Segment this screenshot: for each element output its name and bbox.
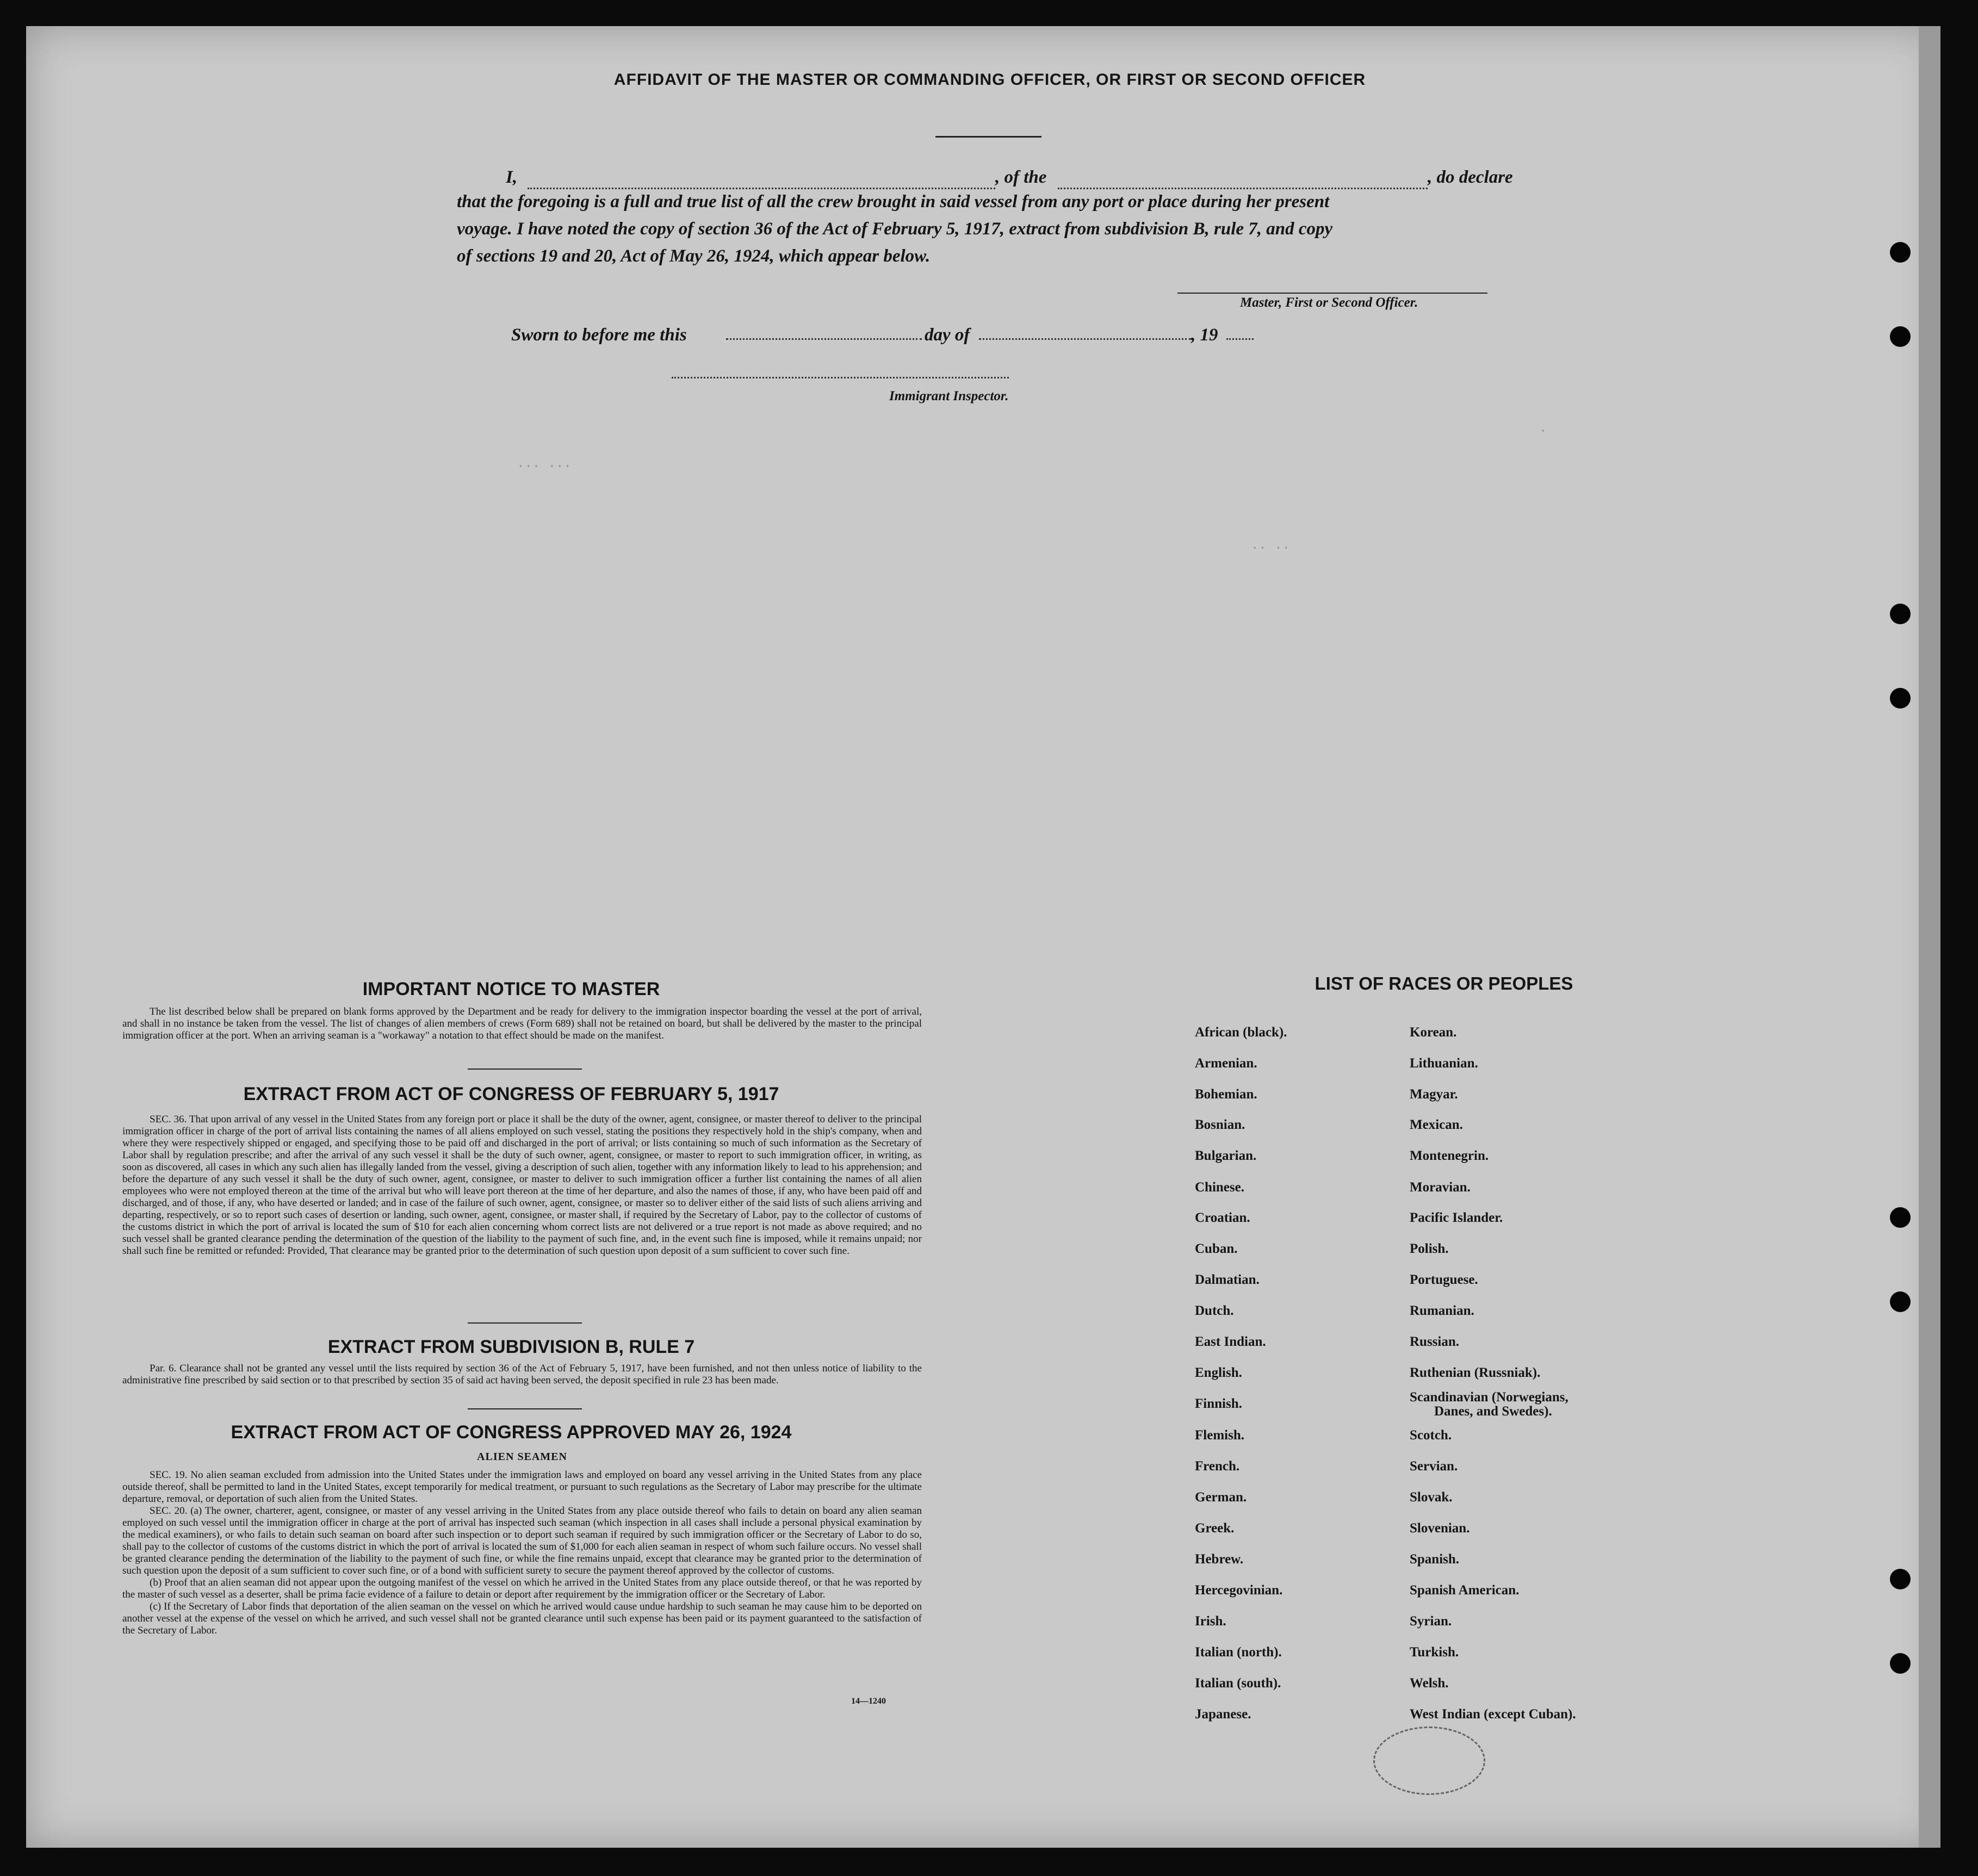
- inspector-label: Immigrant Inspector.: [889, 389, 1009, 403]
- race-item: Turkish.: [1410, 1645, 1459, 1660]
- affidavit-i: I,: [506, 167, 518, 187]
- race-item: West Indian (except Cuban).: [1410, 1707, 1576, 1722]
- race-item: Pacific Islander.: [1410, 1210, 1503, 1225]
- binder-hole-icon: [1890, 1569, 1911, 1589]
- race-item: English.: [1195, 1365, 1242, 1380]
- race-item: Bohemian.: [1195, 1087, 1257, 1102]
- race-item: Lithuanian.: [1410, 1056, 1478, 1071]
- section-19: SEC. 19. No alien seaman excluded from admission into the United States under the immigration laws and employed on board any vessel arriving in the United States from any place outside thereof, shall be permitted to land in the United States, except temporarily for medical treatment, or pursuant to such regulations as the Secretary of Labor may prescribe for the ultimate departure, removal, or deportation of such alien from the United States.: [122, 1469, 922, 1505]
- race-item: Korean.: [1410, 1025, 1457, 1040]
- race-item: Dalmatian.: [1195, 1272, 1260, 1287]
- race-item: East Indian.: [1195, 1334, 1266, 1349]
- affidavit-line-4: of sections 19 and 20, Act of May 26, 1924, which appear below.: [457, 246, 931, 266]
- race-item: Chinese.: [1195, 1180, 1244, 1195]
- race-item-continued: Danes, and Swedes).: [1434, 1404, 1552, 1419]
- race-item: Russian.: [1410, 1334, 1460, 1349]
- month-blank[interactable]: [979, 338, 1191, 340]
- race-item: Italian (north).: [1195, 1645, 1282, 1660]
- extract-1917-title: EXTRACT FROM ACT OF CONGRESS OF FEBRUARY 5, 1917: [243, 1084, 779, 1104]
- race-item: Servian.: [1410, 1459, 1458, 1474]
- divider: [468, 1069, 582, 1070]
- sworn-label: Sworn to before me this: [511, 325, 687, 345]
- section-20c: (c) If the Secretary of Labor finds that deportation of the alien seaman on the vessel on which he arrived would cause undue hardship to such seaman he may cause him to be deported on another vessel at the expense of the vessel on which he arrived, and such vessel shall not be granted clearance until such expense has been paid or its payment guaranteed to the satisfaction of the Secretary of Labor.: [122, 1601, 922, 1636]
- race-item: Dutch.: [1195, 1303, 1234, 1318]
- section-20a: SEC. 20. (a) The owner, charterer, agent, consignee, or master of any vessel arriving in the United States from any place outside thereof who fails to detain on board any alien seaman employed on such vessel until the immigration officer in charge at the port of arrival has inspected such seaman (which inspection in all cases shall include a personal physical examination by the medical examiners), or who fails to detain such seaman on board after such inspection or to deport such seaman if required by such immigration officer or the Secretary of Labor to do so, shall pay to the collector of customs of the customs district in which the port of arrival is located the sum of $1,000 for each alien seaman in respect of whom such failure occurs. No vessel shall be granted clearance pending the determination of the liability to the payment of such fine, or while the fine remains unpaid, except that clearance may be granted prior to the determination of such question upon the deposit of a sum sufficient to cover such fine, or of a bond with sufficient surety to secure the payment thereof approved by the collector of customs.: [122, 1505, 922, 1576]
- race-item: Rumanian.: [1410, 1303, 1474, 1318]
- sworn-date-blank[interactable]: [726, 338, 922, 340]
- race-item: Moravian.: [1410, 1180, 1471, 1195]
- binder-hole-icon: [1890, 1291, 1911, 1312]
- race-item: Syrian.: [1410, 1614, 1452, 1629]
- day-of-label: day of: [925, 325, 970, 345]
- binder-hole-icon: [1890, 688, 1911, 709]
- inspector-signature-line[interactable]: [672, 377, 1009, 378]
- alien-seamen-heading: ALIEN SEAMEN: [477, 1451, 567, 1463]
- race-item: Bulgarian.: [1195, 1148, 1257, 1163]
- race-item: Hercegovinian.: [1195, 1583, 1283, 1598]
- race-item: Polish.: [1410, 1241, 1449, 1256]
- bleed-through-mark: ··· ···: [517, 459, 572, 474]
- affidavit-line-2: that the foregoing is a full and true list of all the crew brought in said vessel from any port or place during her present: [457, 192, 1330, 212]
- race-item: African (black).: [1195, 1025, 1287, 1040]
- race-item: Japanese.: [1195, 1707, 1251, 1722]
- race-item: Cuban.: [1195, 1241, 1238, 1256]
- race-item: Ruthenian (Russniak).: [1410, 1365, 1541, 1380]
- bleed-through-mark: ·· ··: [1251, 541, 1291, 556]
- binder-hole-icon: [1890, 604, 1911, 624]
- race-item: Irish.: [1195, 1614, 1226, 1629]
- affidavit-declare: , do declare: [1428, 167, 1513, 187]
- affidavit-line-3: voyage. I have noted the copy of section 36 of the Act of February 5, 1917, extract from subdivision B, rule 7, and copy: [457, 219, 1333, 239]
- extract-1924-text: [122, 1469, 922, 1637]
- page-edge: [1919, 26, 1940, 1848]
- binder-hole-icon: [1890, 1207, 1911, 1228]
- race-item: Welsh.: [1410, 1676, 1449, 1691]
- extract-1917-text: SEC. 36. That upon arrival of any vessel in the United States from any foreign port or place it shall be the duty of the owner, agent, consignee, or master thereof to deliver to the principal immigration officer in charge of the port of arrival lists containing the names of all aliens employed on such vessel, stating the positions they respectively hold in the ship's company, when and where they were respectively shipped or engaged, and specifying those to be paid off and discharged in the port of arrival; or lists containing so much of such information as the Secretary of Labor shall by regulation prescribe; and after the arrival of any such vessel it shall be the duty of such owner, agent, consignee, or master to report to such immigration officer, in writing, as soon as discovered, all cases in which any such alien has illegally landed from the vessel, giving a description of such alien, together with any information likely to lead to his apprehension; and before the departure of any such vessel it shall be the duty of such owner, agent, consignee, or master to deliver to such immigration officer a further list containing the names of all alien employees who were not employed thereon at the time of the arrival but who will leave port thereon at the time of her departure, and also the names of those, if any, who have been paid off and discharged, and of those, if any, who have deserted or landed; and in case of the failure of such owner, agent, consignee, or master so to deliver either of the said lists of such aliens arriving and departing, respectively, or so to report such cases of desertion or landing, such owner, agent, consignee, or master shall, if required by the Secretary of Labor, pay to the collector of customs of the customs district in which the port of arrival is located the sum of $10 for each alien concerning whom correct lists are not delivered or a true report is not made as above required; and no such vessel shall be granted clearance pending the determination of the question of the liability to the payment of such fine, and, in the event such fine is imposed, while it remains unpaid; nor shall such fine be remitted or refunded: Provided, That clearance may be granted prior to the determination of such question upon deposit of a sum sufficient to cover such fine.: [122, 1114, 922, 1257]
- section-20b: (b) Proof that an alien seaman did not appear upon the outgoing manifest of the vessel on which he arrived in the United States from any place outside thereof, or that he was reported by the master of such vessel as a deserter, shall be prima facie evidence of a failure to detain or deport after requirement by the immigration officer or the Secretary of Labor.: [122, 1577, 922, 1600]
- master-signature-line[interactable]: [1177, 293, 1487, 294]
- race-item: Armenian.: [1195, 1056, 1257, 1071]
- notice-text: The list described below shall be prepared on blank forms approved by the Department and be ready for delivery to the immigration inspector boarding the vessel at the port of arrival, and shall in no instance be taken from the vessel. The list of changes of alien members of crews (Form 689) shall not be retained on board, but shall be delivered by the master to the principal immigration officer at the port. When an arriving seaman is a "workaway" a notation to that effect should be made on the manifest.: [122, 1006, 922, 1041]
- title-underline: [935, 136, 1041, 138]
- year-label: , 19: [1191, 325, 1218, 345]
- affidavit-of-the: , of the: [995, 167, 1047, 187]
- race-item: Hebrew.: [1195, 1552, 1244, 1567]
- race-item: Scotch.: [1410, 1428, 1452, 1443]
- binder-hole-icon: [1890, 1653, 1911, 1674]
- race-item: Croatian.: [1195, 1210, 1250, 1225]
- race-item: French.: [1195, 1459, 1240, 1474]
- race-item: Spanish.: [1410, 1552, 1460, 1567]
- races-title: LIST OF RACES OR PEOPLES: [1314, 973, 1573, 993]
- race-item: Portuguese.: [1410, 1272, 1478, 1287]
- race-item: German.: [1195, 1490, 1247, 1505]
- year-blank[interactable]: [1226, 338, 1254, 340]
- binder-hole-icon: [1890, 326, 1911, 347]
- rule-7-title: EXTRACT FROM SUBDIVISION B, RULE 7: [327, 1337, 695, 1357]
- race-item: Montenegrin.: [1410, 1148, 1489, 1163]
- race-item: Slovenian.: [1410, 1521, 1470, 1536]
- race-item: Finnish.: [1195, 1396, 1242, 1411]
- race-item: Mexican.: [1410, 1117, 1463, 1132]
- race-item: Bosnian.: [1195, 1117, 1245, 1132]
- form-number: 14—1240: [851, 1697, 886, 1706]
- notice-title: IMPORTANT NOTICE TO MASTER: [362, 979, 660, 999]
- ink-stamp-icon: [1373, 1726, 1485, 1795]
- extract-1924-title: EXTRACT FROM ACT OF CONGRESS APPROVED MAY 26, 1924: [231, 1422, 792, 1443]
- race-item: Slovak.: [1410, 1490, 1453, 1505]
- binder-hole-icon: [1890, 242, 1911, 263]
- race-item: Flemish.: [1195, 1428, 1244, 1443]
- divider: [468, 1408, 582, 1409]
- race-item: Scandinavian (Norwegians,: [1410, 1390, 1568, 1405]
- race-item: Magyar.: [1410, 1087, 1458, 1102]
- affidavit-title: AFFIDAVIT OF THE MASTER OR COMMANDING OFFICER, OR FIRST OR SECOND OFFICER: [613, 71, 1366, 89]
- race-item: Italian (south).: [1195, 1676, 1281, 1691]
- bleed-through-mark: ·: [1539, 424, 1547, 439]
- race-item: Greek.: [1195, 1521, 1235, 1536]
- master-signature-label: Master, First or Second Officer.: [1240, 295, 1418, 310]
- rule-7-text: Par. 6. Clearance shall not be granted any vessel until the lists required by section 36 of the Act of February 5, 1917, have been furnished, and not then unless notice of liability to the administrative fine prescribed by said section or to that prescribed by section 35 of said act having been served, the deposit specified in rule 23 has been made.: [122, 1363, 922, 1386]
- divider: [468, 1322, 582, 1324]
- race-item: Spanish American.: [1410, 1583, 1520, 1598]
